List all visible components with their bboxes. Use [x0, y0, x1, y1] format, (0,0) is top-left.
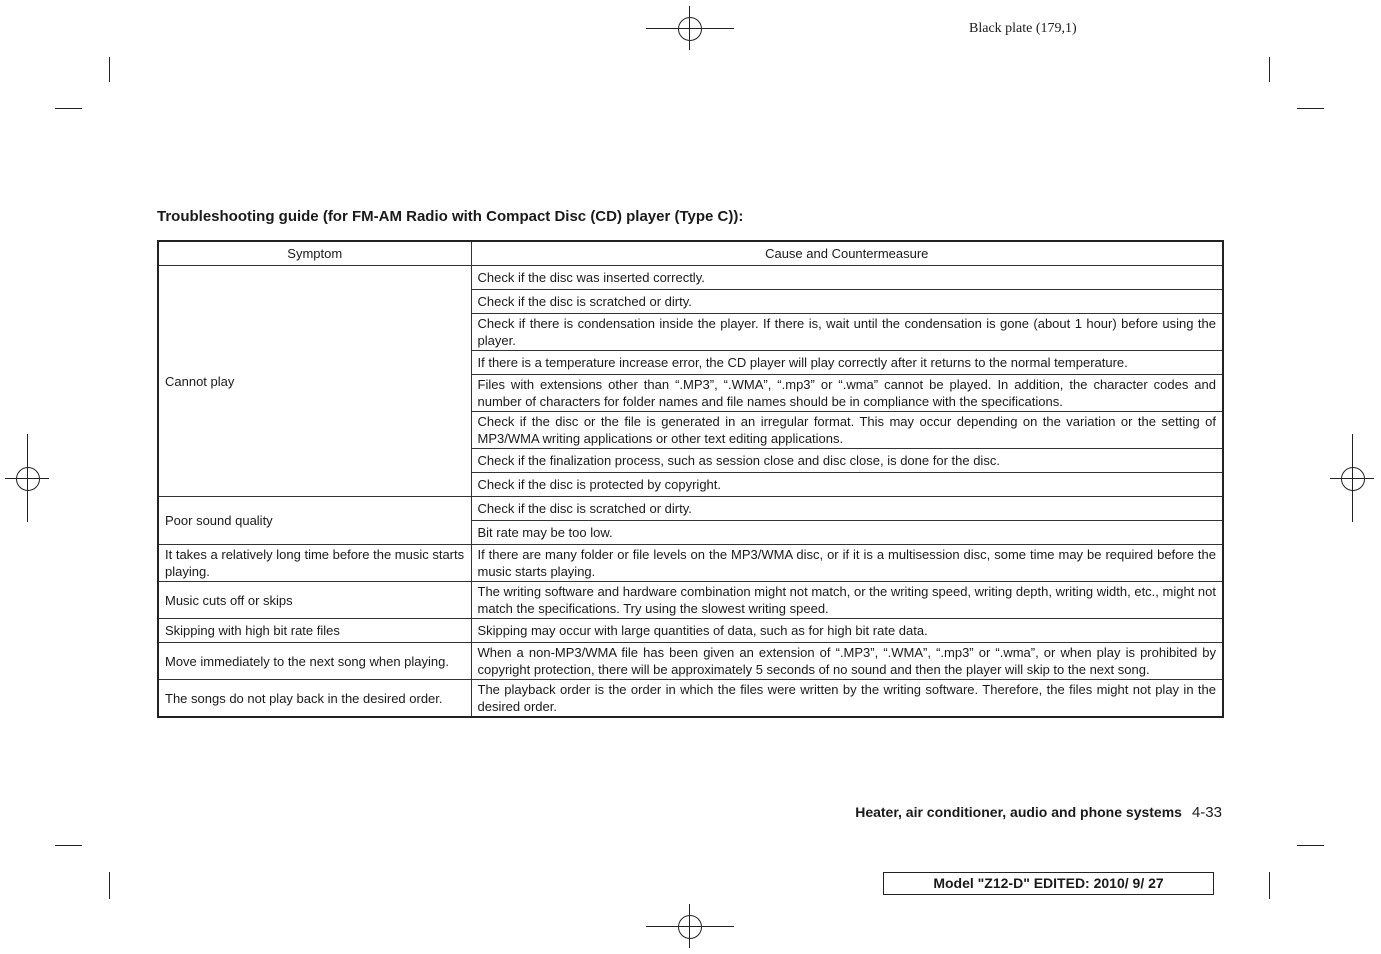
column-header-symptom: Symptom [158, 241, 471, 266]
symptom-cell: Poor sound quality [158, 497, 471, 545]
symptom-cell: Skipping with high bit rate files [158, 619, 471, 643]
cause-cell: Check if the disc is scratched or dirty. [471, 497, 1223, 521]
cause-cell: Check if the finalization process, such as session close and disc close, is done for the disc. [471, 449, 1223, 473]
cause-cell: Files with extensions other than “.MP3”, “.WMA”, “.mp3” or “.wma” cannot be played. In addition, the character codes and number of characters for folder names and file names should be in compliance with the specifications. [471, 375, 1223, 412]
page-number: 4-33 [1191, 804, 1222, 821]
troubleshooting-table [157, 240, 1224, 718]
cause-cell: The writing software and hardware combination might not match, or the writing speed, writing depth, writing width, etc., might not match the specifications. Try using the slowest writing speed. [471, 582, 1223, 619]
symptom-cell: The songs do not play back in the desired order. [158, 680, 471, 718]
symptom-cell: Music cuts off or skips [158, 582, 471, 619]
symptom-cell: It takes a relatively long time before the music starts playing. [158, 545, 471, 582]
column-header-cause: Cause and Countermeasure [471, 241, 1223, 266]
cause-cell: The playback order is the order in which the files were written by the writing software. Therefore, the files might not play in the desired order. [471, 680, 1223, 718]
cause-cell: When a non-MP3/WMA file has been given an extension of “.MP3”, “.WMA”, “.mp3” or “.wma”, or when play is prohibited by copyright protection, there will be approximately 5 seconds of no sound and then the player will skip to the next song. [471, 643, 1223, 680]
table-row [158, 643, 1223, 680]
footer-section-title: Heater, air conditioner, audio and phone systems [855, 804, 1182, 820]
cause-cell: If there are many folder or file levels on the MP3/WMA disc, or if it is a multisession disc, some time may be required before the music starts playing. [471, 545, 1223, 582]
cause-cell: If there is a temperature increase error, the CD player will play correctly after it returns to the normal temperature. [471, 351, 1223, 375]
cause-cell: Check if the disc is scratched or dirty. [471, 290, 1223, 314]
table-row [158, 266, 1223, 290]
cause-cell: Check if the disc was inserted correctly. [471, 266, 1223, 290]
table-row [158, 497, 1223, 521]
cause-cell: Check if the disc is protected by copyright. [471, 473, 1223, 497]
cause-cell: Bit rate may be too low. [471, 521, 1223, 545]
cause-cell: Check if there is condensation inside the player. If there is, wait until the condensation is gone (about 1 hour) before using the player. [471, 314, 1223, 351]
cause-cell: Skipping may occur with large quantities of data, such as for high bit rate data. [471, 619, 1223, 643]
cause-cell: Check if the disc or the file is generated in an irregular format. This may occur depending on the variation or the setting of MP3/WMA writing applications or other text editing applications. [471, 412, 1223, 449]
table-row [158, 582, 1223, 619]
symptom-cell: Move immediately to the next song when playing. [158, 643, 471, 680]
model-edited-box: Model "Z12-D" EDITED: 2010/ 9/ 27 [883, 872, 1214, 895]
plate-label: Black plate (179,1) [969, 21, 1077, 36]
page-title: Troubleshooting guide (for FM-AM Radio with Compact Disc (CD) player (Type C)): [157, 208, 744, 225]
symptom-cell: Cannot play [158, 266, 471, 497]
table-header-row [158, 241, 1223, 266]
table-body [158, 266, 1223, 718]
page-footer [855, 804, 1222, 821]
table-row [158, 619, 1223, 643]
table-row [158, 545, 1223, 582]
table-row [158, 680, 1223, 718]
